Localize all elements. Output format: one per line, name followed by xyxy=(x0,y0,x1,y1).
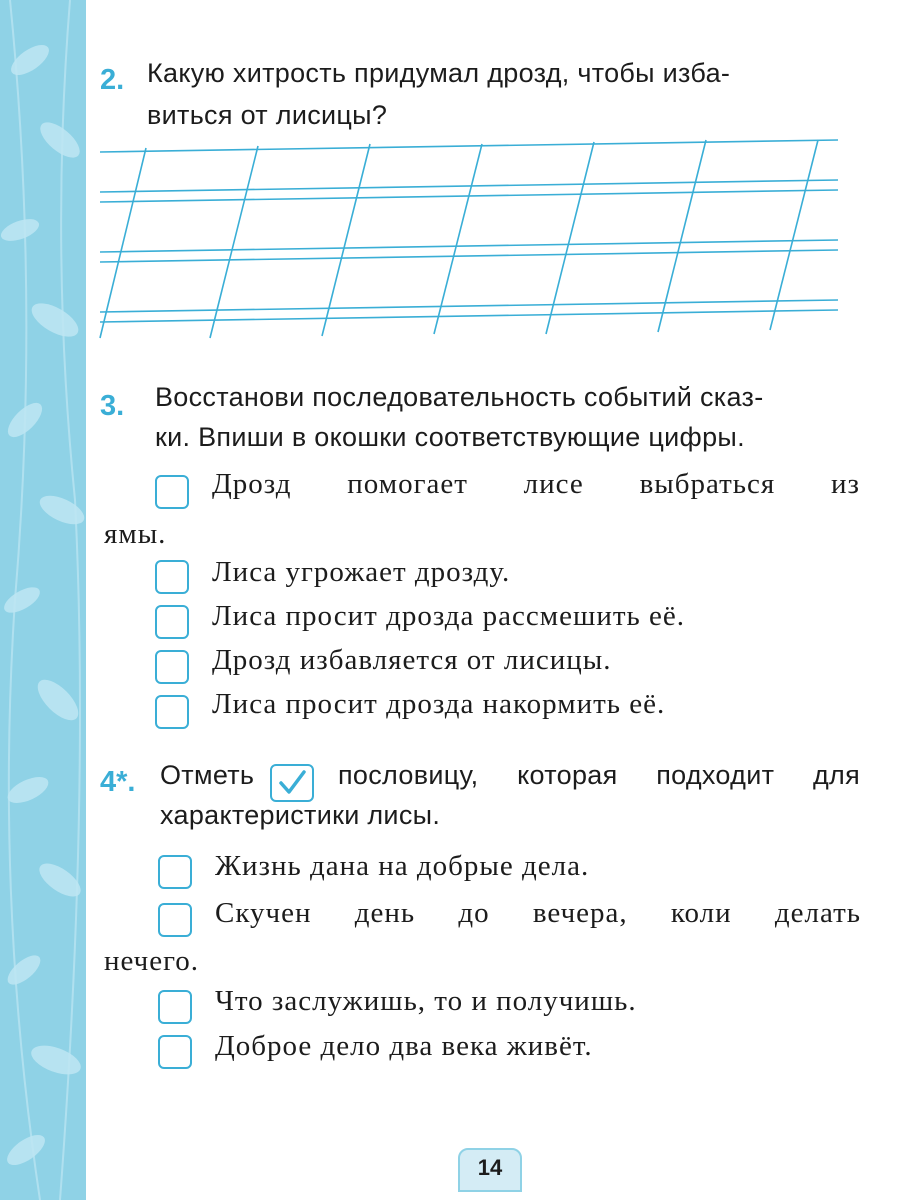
task-3-question-line-1: Восстанови последовательность событий сказ- xyxy=(155,382,764,412)
sequence-item-4: Дрозд избавляется от лисицы. xyxy=(212,644,612,676)
task-3-question-line-2: ки. Впиши в окошки соответствующие цифры. xyxy=(155,422,745,452)
proverb-checkbox-1[interactable] xyxy=(158,855,192,889)
proverb-2: Скучен день до вечера, коли делать xyxy=(215,897,861,929)
task-2-question-line-1: Какую хитрость придумал дрозд, чтобы изба- xyxy=(147,58,731,88)
decorative-sidebar xyxy=(0,0,86,1200)
sequence-item-5: Лиса просит дрозда накормить её. xyxy=(212,688,666,720)
sequence-item-2: Лиса угрожает дрозду. xyxy=(212,556,511,588)
task-3-number: 3. xyxy=(100,390,125,422)
proverb-checkbox-4[interactable] xyxy=(158,1035,192,1069)
sequence-box-1[interactable] xyxy=(155,475,189,509)
page-number: 14 xyxy=(458,1148,522,1192)
sequence-box-3[interactable] xyxy=(155,605,189,639)
sequence-item-1: Дрозд помогает лисе выбраться из xyxy=(212,468,860,500)
task-4-instruction-rest: пословицу, которая подходит для xyxy=(338,760,860,790)
proverb-1: Жизнь дана на добрые дела. xyxy=(215,850,590,882)
proverb-checkbox-2[interactable] xyxy=(158,903,192,937)
task-4-number: 4*. xyxy=(100,766,136,798)
task-4-instruction-line-2: характеристики лисы. xyxy=(160,800,441,830)
proverb-4: Доброе дело два века живёт. xyxy=(215,1030,593,1062)
proverb-2-continued: нечего. xyxy=(104,945,200,977)
task-4-instruction-word: Отметь xyxy=(160,760,255,790)
sequence-item-1-continued: ямы. xyxy=(104,518,167,550)
sequence-box-2[interactable] xyxy=(155,560,189,594)
check-mark-icon xyxy=(270,764,314,802)
task-2-question-line-2: виться от лисицы? xyxy=(147,100,388,130)
answer-writing-grid[interactable] xyxy=(98,138,843,343)
proverb-3: Что заслужишь, то и получишь. xyxy=(215,985,637,1017)
sequence-item-3: Лиса просит дрозда рассмешить её. xyxy=(212,600,685,632)
sequence-box-5[interactable] xyxy=(155,695,189,729)
sequence-box-4[interactable] xyxy=(155,650,189,684)
proverb-checkbox-3[interactable] xyxy=(158,990,192,1024)
leaf-pattern-icon xyxy=(0,0,86,1200)
task-2-number: 2. xyxy=(100,64,125,96)
